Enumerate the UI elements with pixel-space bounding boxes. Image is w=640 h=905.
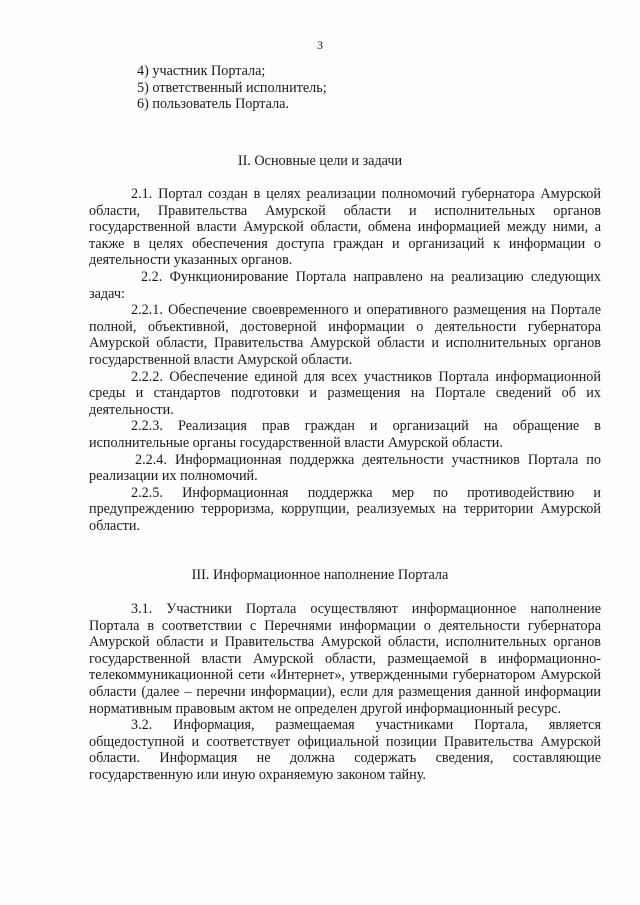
section-heading-content: III. Информационное наполнение Портала <box>191 567 449 583</box>
paragraph-3-2: 3.2. Информация, размещаемая участниками Портала, является общедоступной и соответствует официальной позиции Правительства Амурской области. Информация не должна содержать сведения, составляющие государственную или иную охраняемую законом тайну. <box>89 717 601 783</box>
section-content-body <box>89 601 601 784</box>
paragraph-2-1: 2.1. Портал создан в целях реализации полномочий губернатора Амурской области, Правительства Амурской области и исполнительных органов государственной власти Амурской области, обмена информацией между ними, а также в целях обеспечения доступа граждан и организаций к информации о деятельности указанных органов. <box>89 186 601 269</box>
paragraph-3-1: 3.1. Участники Портала осуществляют информационное наполнение Портала в соответствии с Перечнями информации о деятельности губернатора Амурской области и Правительства Амурской области, исполнительных органов государственной власти Амурской области, размещаемой в информационно-телекоммуникационной сети «Интернет», утвержденными губернатором Амурской области (далее – перечни информации), если для размещения данной информации нормативным правовым актом не определен другой информационный ресурс. <box>89 601 601 717</box>
section-goals-body <box>89 186 601 534</box>
paragraph-2-2-4: 2.2.4. Информационная поддержка деятельности участников Портала по реализации их полномочий. <box>89 451 601 485</box>
paragraph-2-2-5: 2.2.5. Информационная поддержка мер по противодействию и предупреждению терроризма, коррупции, реализуемых на территории Амурской области. <box>89 484 601 534</box>
list-item: 5) ответственный исполнитель; <box>137 79 327 96</box>
list-item: 6) пользователь Портала. <box>137 96 290 113</box>
paragraph-2-2-2: 2.2.2. Обеспечение единой для всех участников Портала информационной среды и стандартов подготовки и размещения на Портале сведений об их деятельности. <box>89 368 601 418</box>
paragraph-2-2-1: 2.2.1. Обеспечение своевременного и оперативного размещения на Портале полной, объективной, достоверной информации о деятельности губернатора Амурской области, Правительства Амурской области и исполнительных органов государственной власти Амурской области. <box>89 302 601 368</box>
list-item: 4) участник Портала; <box>137 63 266 79</box>
section-heading-goals: II. Основные цели и задачи <box>237 153 403 169</box>
paragraph-2-2: 2.2. Функционирование Портала направлено на реализацию следующих задач: <box>89 268 601 302</box>
definitions-list <box>89 63 601 113</box>
page-number: 3 <box>317 38 323 52</box>
paragraph-2-2-3: 2.2.3. Реализация прав граждан и организаций на обращение в исполнительные органы государственной власти Амурской области. <box>89 418 601 451</box>
